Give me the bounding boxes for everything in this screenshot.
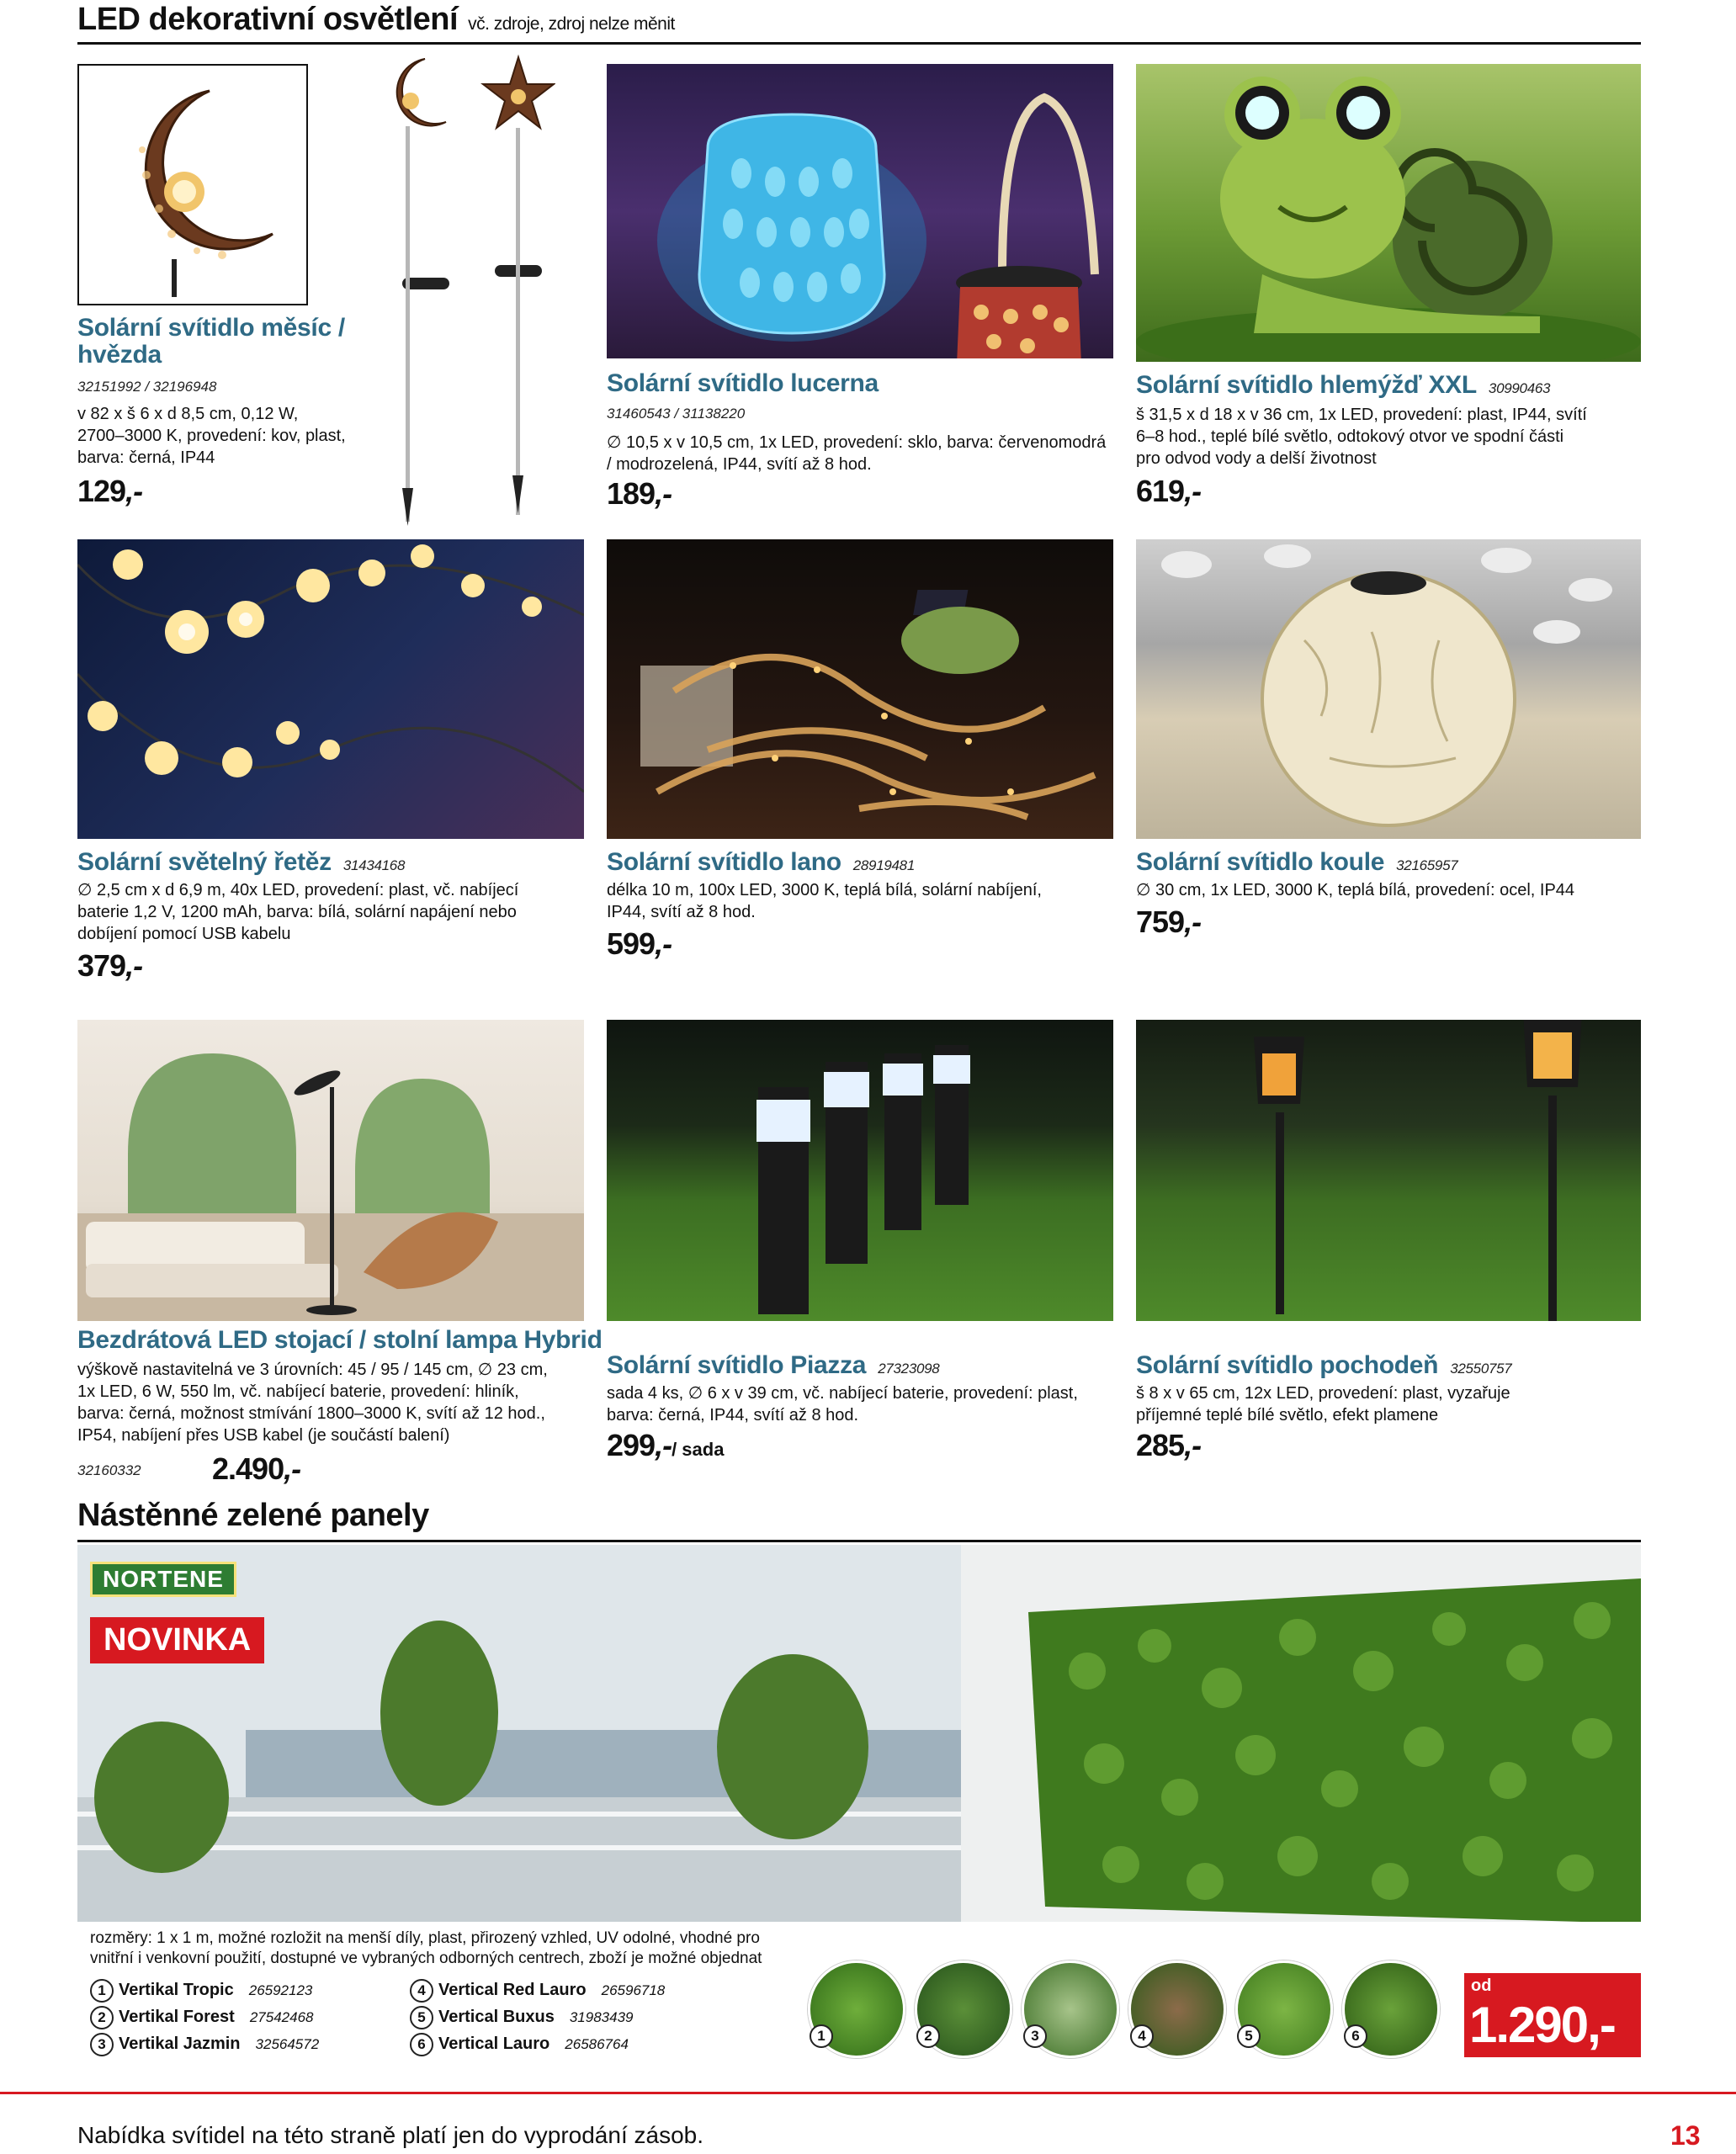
product-name: Solární svítidlo lucerna	[607, 369, 879, 397]
section-note: vč. zdroje, zdroj nelze měnit	[468, 14, 675, 34]
panels-desc: rozměry: 1 x 1 m, možné rozložit na menší díly, plast, přirozený vzhled, UV odolné, vhodné pro vnitřní i venkovní použití, dostupné ve vybraných odborných centrech, zboží je možné objednat	[90, 1929, 762, 1967]
product-name: Solární svítidlo lano 28919481	[607, 848, 915, 876]
product-desc: v 82 x š 6 x d 8,5 cm, 0,12 W, 2700–3000 K, provedení: kov, plast, barva: černá, IP44	[77, 405, 346, 467]
floor-lamp-photo	[77, 1020, 584, 1321]
product-price: 599,-	[607, 926, 672, 961]
snail-photo	[1136, 64, 1641, 362]
lantern-photo	[607, 64, 1113, 358]
rope-light-photo	[607, 539, 1113, 839]
product-price: 2.490,-	[212, 1451, 301, 1486]
product-desc: délka 10 m, 100x LED, 3000 K, teplá bílá, solární nabíjení, IP44, svítí až 8 hod.	[607, 881, 1042, 921]
product-desc: ∅ 30 cm, 1x LED, 3000 K, teplá bílá, provedení: ocel, IP44	[1136, 881, 1575, 899]
product-price: 299,-/ sada	[607, 1428, 725, 1462]
swatch-number: 3	[1023, 2024, 1047, 2048]
product-name: Solární svítidlo měsíc / hvězda	[77, 314, 345, 369]
product-name: Solární svítidlo hlemýžď XXL 30990463	[1136, 371, 1551, 399]
moon-star-stakes-photo	[328, 50, 555, 530]
product-price: 759,-	[1136, 905, 1202, 939]
page-number: 13	[1670, 2120, 1701, 2151]
swatch-number: 5	[1237, 2024, 1261, 2048]
panels-price: 1.290,-	[1469, 1997, 1615, 2053]
swatch-number: 2	[916, 2024, 940, 2048]
panels-rule	[77, 1540, 1641, 1542]
price-prefix: od	[1471, 1976, 1492, 1995]
product-code: 31460543 / 31138220	[607, 406, 746, 422]
product-name: Solární svítidlo Piazza 27323098	[607, 1351, 940, 1379]
variant-row: 2 Vertikal Forest 27542468	[90, 2006, 313, 2029]
variant-row: 3 Vertikal Jazmin 32564572	[90, 2033, 319, 2056]
header-rule	[77, 42, 1641, 45]
brand-logo: NORTENE	[90, 1562, 236, 1597]
product-desc: výškově nastavitelná ve 3 úrovních: 45 / 95 / 145 cm, ∅ 23 cm, 1x LED, 6 W, 550 lm, vč. nabíjecí baterie, provedení: hliník, barva: černá, možnost stmívání 1800–3000 K, svítí až 12 hod., IP54, nabíjení přes USB kabel (je součástí balení)	[77, 1361, 548, 1445]
swatch-number: 4	[1130, 2024, 1154, 2048]
product-code: 32160332	[77, 1462, 141, 1478]
string-lights-photo	[77, 539, 584, 839]
product-desc: š 8 x v 65 cm, 12x LED, provedení: plast, vyzařuje příjemné teplé bílé světlo, efekt plamene	[1136, 1384, 1510, 1425]
product-desc: sada 4 ks, ∅ 6 x v 39 cm, vč. nabíjecí baterie, provedení: plast, barva: černá, IP44, svítí až 8 hod.	[607, 1384, 1078, 1425]
piazza-lights-photo	[607, 1020, 1113, 1321]
ball-light-photo	[1136, 539, 1641, 839]
green-panels-photo	[77, 1545, 1641, 1922]
variant-row: 5 Vertical Buxus 31983439	[410, 2006, 633, 2029]
product-name: Solární svítidlo pochodeň 32550757	[1136, 1351, 1512, 1379]
product-price: 285,-	[1136, 1428, 1202, 1462]
variant-row: 1 Vertikal Tropic 26592123	[90, 1979, 312, 2003]
panels-price-box	[1464, 1973, 1641, 2057]
footer-note: Nabídka svítidel na této straně platí jen do vyprodání zásob.	[77, 2122, 704, 2148]
section-title: LED dekorativní osvětlení	[77, 2, 459, 37]
product-desc: ∅ 10,5 x v 10,5 cm, 1x LED, provedení: sklo, barva: červenomodrá / modrozelená, IP44, svítí až 8 hod.	[607, 433, 1107, 474]
swatch-number: 1	[810, 2024, 833, 2048]
product-price: 619,-	[1136, 474, 1202, 508]
product-name: Bezdrátová LED stojací / stolní lampa Hybrid	[77, 1326, 603, 1354]
swatch-number: 6	[1344, 2024, 1367, 2048]
new-badge: NOVINKA	[90, 1617, 264, 1663]
product-price: 189,-	[607, 476, 672, 511]
product-name: Solární svítidlo koule 32165957	[1136, 848, 1458, 876]
footer-rule	[0, 2092, 1736, 2094]
product-code: 32151992 / 32196948	[77, 379, 217, 395]
section-header	[77, 2, 675, 38]
product-name: Solární světelný řetěz 31434168	[77, 848, 406, 876]
variant-row: 4 Vertical Red Lauro 26596718	[410, 1979, 665, 2003]
product-price: 129,-	[77, 474, 143, 508]
moon-light-closeup-photo	[77, 64, 308, 305]
torch-lights-photo	[1136, 1020, 1641, 1321]
variant-row: 6 Vertical Lauro 26586764	[410, 2033, 629, 2056]
product-price: 379,-	[77, 948, 143, 983]
panels-title: Nástěnné zelené panely	[77, 1498, 429, 1533]
product-desc: ∅ 2,5 cm x d 6,9 m, 40x LED, provedení: plast, vč. nabíjecí baterie 1,2 V, 1200 mAh, barva: bílá, solární napájení nebo dobíjení pomocí USB kabelu	[77, 881, 519, 943]
product-desc: š 31,5 x d 18 x v 36 cm, 1x LED, provedení: plast, IP44, svítí 6–8 hod., teplé bílé světlo, odtokový otvor ve spodní části pro odvod vody a delší životnost	[1136, 406, 1587, 468]
